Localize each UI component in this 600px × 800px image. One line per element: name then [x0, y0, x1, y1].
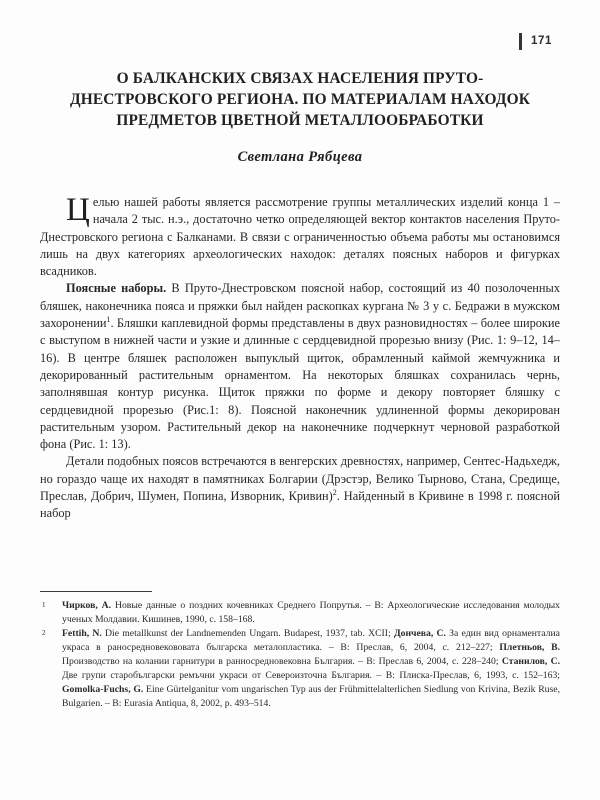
paragraph-2-lead-in: Поясные наборы. — [66, 281, 167, 296]
paragraph-3-text-b: . Найденный в Кривине в 1998 г. поясной набор — [40, 489, 560, 521]
article-body — [40, 194, 560, 523]
footnote-ref-1[interactable]: 1 — [106, 314, 111, 324]
paragraph-3-text-a: Детали подобных поясов встречаются в венгерских древностях, например, Сентес-Надьхедж, но гораздо чаще их находят в памятниках Болгарии (Дрэстэр, Велико Тырново, Стана, Средище, Преслав, Добрич, Шумен, Попина, Изворник, Кривин) — [40, 454, 560, 504]
title-line-2: ДНЕСТРОВСКОГО РЕГИОНА. ПО МАТЕРИАЛАМ НАХОДОК — [69, 91, 531, 108]
paragraph-2 — [40, 280, 560, 453]
title-line-1: О БАЛКАНСКИХ СВЯЗАХ НАСЕЛЕНИЯ ПРУТО- — [116, 70, 484, 87]
footnote-2-author-2: Дончева, С. — [393, 628, 446, 640]
page-title — [40, 68, 560, 131]
footnote-2-author-3: Плетньов, В. — [499, 642, 560, 654]
paragraph-1 — [40, 194, 560, 280]
footnote-2-text-4: Две групи старобългарски ремъчни украси от Североизточна България. – В: Плиска-Преслав, 6, 1993, с. 152–163; — [62, 670, 560, 682]
paragraph-1-text: елью нашей работы является рассмотрение группы металлических изделий конца 1 – начала 2 тыс. н.э., достаточно четко определяющей вектор контактов населения Пруто-Днестровского региона с Балканами. В связи с ограниченностью объема работы мы остановимся лишь на двух категориях археологических находок: деталях поясных наборов и фигурках всадников. — [40, 195, 560, 279]
footnote-2-text-3: Производство на колании гарнитури в ранносредновековна България. – В: Преслав 6, 2004, с. 228–240; — [62, 656, 502, 668]
footnote-2 — [40, 627, 560, 710]
footnote-2-text-1: Die metallkunst der Landnemenden Ungarn. Budapest, 1937, tab. XCII; — [101, 628, 394, 640]
footnote-2-text-2: За един вид орнаменталиа украса в раносредновекововата българска металопластика. – В: Преслав, 6, 2004, с. 212–227; — [62, 628, 560, 654]
page-folio — [0, 30, 600, 52]
footnote-1-author: Чирков, А. — [62, 600, 112, 611]
footnote-area — [40, 591, 560, 711]
title-line-3: ПРЕДМЕТОВ ЦВЕТНОЙ МЕТАЛЛООБРАБОТКИ — [116, 112, 484, 129]
paragraph-2-text-a: В Пруто-Днестровском поясной набор, состоящий из 40 позолоченных бляшек, наконечника пояса и пряжки был найден раскопках кургана № 3 у с. Бедражи в мужском захоронении — [40, 281, 560, 331]
author-byline: Светлана Рябцева — [237, 149, 363, 165]
page-number: 171 — [531, 35, 552, 47]
folio-rule-icon — [519, 33, 522, 50]
footnote-2-marker: 2 — [42, 629, 46, 638]
footnote-2-author-1: Fettih, N. — [62, 628, 102, 640]
footnote-2-author-4: Станилов, С. — [501, 656, 560, 668]
footnote-2-author-5: Gomolka-Fuchs, G. — [62, 683, 144, 695]
footnote-ref-2[interactable]: 2 — [332, 487, 337, 497]
paragraph-2-text-b: . Бляшки каплевидной формы представлены в двух разновидностях – более широкие с выступом в нижней части и узкие и длинные с сердцевидной прорезью внизу (Рис. 1: 9–12, 14–16). В центре бляшек расположен выпуклый щиток, обрамленный каймой жемчужника и декорированный растительным орнаментом. На некоторых бляшках сохранилась чернь, заполнявшая контур рисунка. Щиток пряжки по форме и декору повторяет бляшку с сердцевидной прорезью (Рис.1: 8). Поясной наконечник удлиненной формы декорирован растительным узором. Растительный декор на наконечнике подчеркнут черновой разработкой фона (Рис. 1: 13). — [40, 316, 560, 452]
footnote-1-text: Новые данные о поздних кочевниках Среднего Попрутья. – В: Археологические исследования молодых ученых Молдавии. Кишинев, 1990, с. 158–168. — [62, 600, 560, 625]
drop-cap: Ц — [66, 192, 90, 228]
footnote-2-text-5: Eine Gürtelganitur vom ungarischen Typ aus der Frühmittelalterlichen Siedlung von Krivina, Bezik Ruse, Bulgarien. – В: Eurasia Antiqua, 8, 2002, p. 493–514. — [62, 683, 561, 709]
footnote-1 — [40, 599, 560, 627]
footnote-1-marker: 1 — [42, 601, 46, 609]
footnote-separator-rule — [40, 591, 152, 592]
paragraph-3 — [40, 453, 560, 522]
